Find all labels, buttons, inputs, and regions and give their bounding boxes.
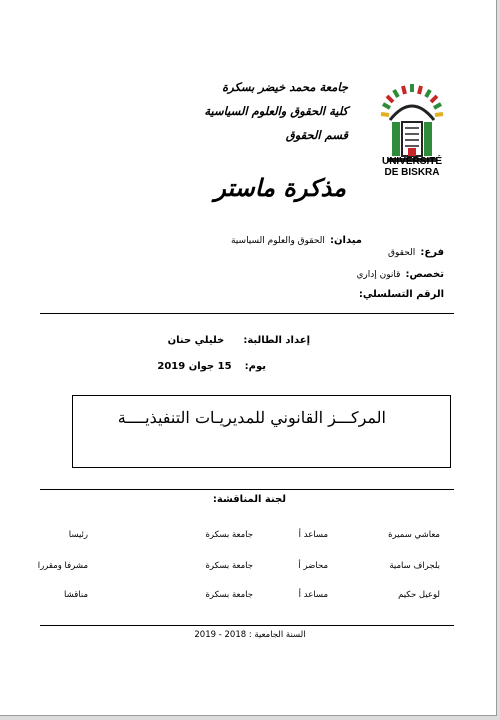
university-name: جامعة محمد خيضر بسكرة [222,80,348,94]
thesis-title: المركـــز القانوني للمديريـات التنفيذيــــة [117,408,386,427]
jury-member-rank: مساعد أ [298,590,328,600]
domain-value: الحقوق والعلوم السياسية [230,236,325,246]
branch-value: الحقوق [388,248,416,258]
logo-text-universite: UNIVERSITÉ [381,156,442,167]
jury-member-rank: مساعد أ [298,530,328,540]
student-name: خليلي حنان [167,335,225,346]
student-label: إعداد الطالبة: [243,335,310,346]
jury-member-university: جامعة بسكرة [205,530,253,540]
domain-label: ميدان: [329,235,362,246]
student-field [168,328,310,347]
jury-member-name: لوعيل حكيم [398,590,440,600]
jury-member-university: جامعة بسكرة [205,590,253,600]
jury-member-role: مشرفا ومقررا [37,561,88,571]
logo-text-biskra: DE BISKRA [384,167,440,178]
academic-year: السنة الجامعية : 2018 - 2019 [194,630,306,640]
faculty-name: كلية الحقوق والعلوم السياسية [204,104,348,118]
specialty-field [356,262,444,281]
jury-member-rank: محاضر أ [298,561,328,571]
defense-date-field [157,354,266,373]
defense-date-value: 15 جوان 2019 [157,361,232,372]
middle-divider [40,489,454,490]
branch-field [388,240,444,259]
jury-member-role: مناقشا [64,590,88,600]
branch-label: فرع: [420,247,444,258]
document-title: مذكرة ماستر [214,174,346,202]
defense-date-label: يوم: [244,361,266,372]
jury-member-university: جامعة بسكرة [205,561,253,571]
department-name: قسم الحقوق [285,128,348,142]
top-divider [40,313,454,314]
specialty-value: قانون إداري [356,270,401,280]
serial-number-label: الرقم التسلسلي: [358,289,444,300]
bottom-divider [40,625,454,626]
domain-field [231,228,362,247]
thesis-title-box [72,395,451,468]
jury-member-name: بلجراف سامية [389,561,440,571]
jury-member-name: معاشي سميرة [388,530,440,540]
jury-title: لجنة المناقشة: [212,494,286,505]
specialty-label: تخصص: [405,269,444,280]
jury-member-role: رئيسا [68,530,88,540]
